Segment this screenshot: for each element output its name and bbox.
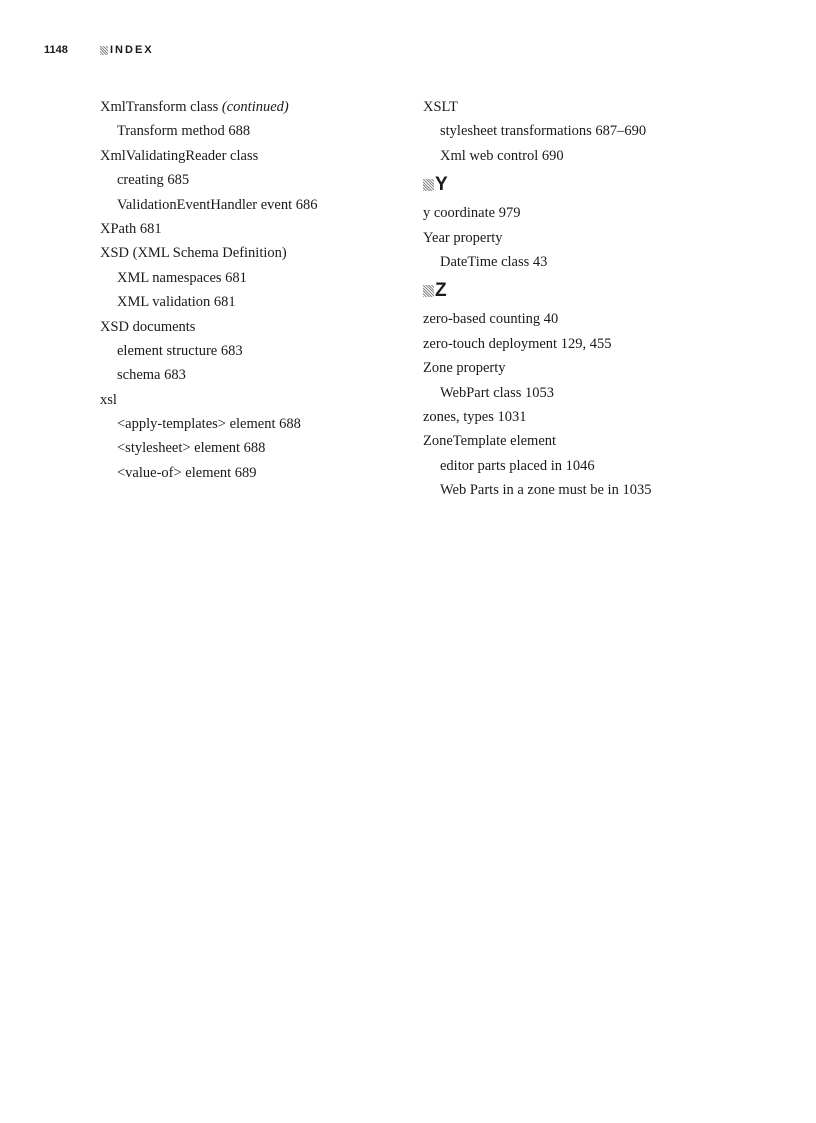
continued-note: (continued)	[221, 99, 289, 115]
index-subentry: <apply-templates> element 688	[117, 416, 301, 433]
index-subentry: schema 683	[117, 367, 186, 384]
section-marker-icon	[100, 46, 108, 55]
index-entry: XSD documents	[100, 318, 196, 335]
index-entry: XmlTransform class (continued)	[100, 99, 289, 115]
letter-heading-z	[423, 274, 723, 307]
index-subentry: XML validation 681	[117, 294, 236, 311]
index-entry: XSLT	[423, 99, 458, 115]
section-marker-icon	[423, 179, 434, 191]
section-marker-icon	[423, 285, 434, 297]
letter-heading-label: Y	[435, 173, 448, 195]
index-subentry: WebPart class 1053	[440, 384, 555, 401]
index-entry: XmlValidatingReader class	[100, 147, 259, 164]
index-subentry: Xml web control 690	[440, 147, 564, 164]
letter-heading-label: Z	[435, 279, 447, 301]
running-head-title: INDEX	[110, 44, 154, 56]
index-entry: y coordinate 979	[423, 205, 521, 222]
page-number: 1148	[44, 44, 68, 56]
index-entry: zones, types 1031	[423, 408, 527, 425]
index-column-right	[423, 95, 723, 502]
index-subentry: DateTime class 43	[440, 253, 548, 270]
index-subentry: editor parts placed in 1046	[440, 457, 595, 474]
index-entry: XPath 681	[100, 220, 162, 237]
index-subentry: <value-of> element 689	[117, 464, 257, 481]
index-entry: ZoneTemplate element	[423, 433, 557, 450]
index-entry: Zone property	[423, 360, 506, 377]
index-subentry: element structure 683	[117, 342, 243, 359]
letter-heading-y	[423, 168, 723, 201]
index-subentry: Web Parts in a zone must be in 1035	[440, 482, 652, 499]
index-subentry: ValidationEventHandler event 686	[117, 196, 318, 213]
index-subentry: XML namespaces 681	[117, 269, 247, 286]
index-entry: zero-based counting 40	[423, 311, 559, 328]
index-entry: xsl	[100, 391, 117, 408]
running-head	[44, 43, 154, 57]
index-subentry: creating 685	[117, 172, 190, 189]
index-subentry: Transform method 688	[117, 123, 251, 140]
index-entry: XSD (XML Schema Definition)	[100, 245, 287, 262]
index-subentry: stylesheet transformations 687–690	[440, 123, 647, 140]
index-subentry: <stylesheet> element 688	[117, 440, 266, 457]
index-entry: zero-touch deployment 129, 455	[423, 335, 612, 352]
index-entry: Year property	[423, 229, 503, 246]
index-column-left	[100, 95, 400, 485]
